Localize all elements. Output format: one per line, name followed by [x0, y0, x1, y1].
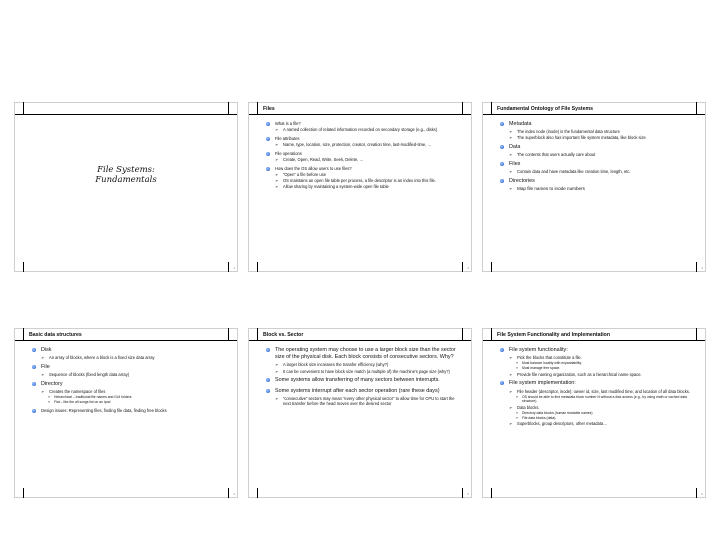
- bullet-icon: [500, 179, 504, 183]
- arrow-icon: ➢: [275, 157, 279, 163]
- bullet-icon: [266, 348, 270, 352]
- bullet: File ➢ Sequence of blocks (fixed length data array): [31, 364, 225, 377]
- bullet: Directory ➢ Creates the namespace of files » Heirarchical – traditional file names and GUI folders » Flat – like the all songs list on an ipod: [31, 381, 225, 405]
- slide-number: 2: [467, 266, 469, 270]
- arrow-icon: ➢: [509, 129, 513, 135]
- bullet-icon: [266, 389, 270, 393]
- arrow-icon: ➢: [509, 371, 513, 377]
- sub-bullet: ➢ The contents that users actually care about: [509, 152, 596, 158]
- bullet: File attributes ➢ Name, type, location, size, protection, creator, creation time, last-modified-time, …: [265, 136, 459, 147]
- bullet-icon: [500, 145, 504, 149]
- header-rule: [249, 114, 471, 115]
- bullet-icon: [266, 137, 270, 141]
- slide-content: [31, 347, 225, 417]
- sub-bullet: ➢ An array of blocks, where a block is a fixed size data array: [41, 355, 155, 361]
- sub-sub-bullet: » Directory data blocks (human readable names): [516, 411, 593, 416]
- sub-sub-bullet: » OS should be able to find metadata block number N without a disk access (e.g., by using math or cached data structure).: [516, 394, 687, 404]
- cover-line: File Systems:: [97, 165, 155, 175]
- bullet: How does the OS allow users to use files? ➢ “Open” a file before use ➢ OS maintains an open file table per process, a file descriptor is an index into this file. ➢ Allow sharing by maintaining a system-wide open file table: [265, 166, 459, 190]
- slide-content: [265, 121, 459, 193]
- sub-sub-bullet: » File data blocks (data).: [516, 415, 557, 420]
- arrow-icon: ➢: [275, 396, 279, 402]
- sub-bullet: ➢ Name, type, location, size, protection, creator, creation time, last-modified-time, …: [275, 142, 432, 148]
- arrow-icon: ➢: [41, 372, 45, 378]
- slide-number: 3: [701, 266, 703, 270]
- slide-1: [14, 102, 238, 272]
- sub-bullet: ➢ The index node (inode) is the fundamental data structure: [509, 129, 620, 135]
- header-rule: [15, 114, 237, 115]
- sub-bullet: ➢ The superblock also has important file system metadata, like block size: [509, 135, 646, 141]
- arrow-icon: ➢: [41, 355, 45, 361]
- sub-bullet: ➢ A larger block size increases the transfer efficiency (why?): [275, 362, 389, 368]
- slide-number: 5: [467, 492, 469, 496]
- arrow-icon: ➢: [509, 421, 513, 427]
- bullet-icon: [500, 381, 504, 385]
- sub-bullet: ➢ Sequence of blocks (fixed length data array): [41, 372, 130, 378]
- slide-content: [499, 347, 693, 430]
- slide-3: [482, 102, 706, 272]
- arrow-icon: ➢: [275, 368, 279, 374]
- arrow-icon: ➢: [509, 355, 513, 361]
- sub-sub-bullet: » Heirarchical – traditional file names and GUI folders: [48, 395, 132, 400]
- cover-line: Fundamentals: [95, 175, 157, 185]
- bullet-icon: [500, 162, 504, 166]
- sub-bullet: ➢ “consecutive” sectors may mean “every other physical sector” to allow time for CPU to start the next transfer before the head moves over the desired sector: [275, 396, 455, 407]
- sub-bullet: ➢ Pick the blocks that constitute a file.: [509, 355, 582, 361]
- slide-5: [248, 328, 472, 498]
- sub-bullet: ➢ Map file names to inode numbers: [509, 186, 585, 192]
- header-rule: [483, 114, 705, 115]
- slide-title: Block vs. Sector: [263, 332, 304, 338]
- sub-sub-bullet: » Must manage free space.: [516, 366, 561, 370]
- slide-number: 6: [701, 492, 703, 496]
- bullet: Some systems interrupt after each sector operation (rare these days) ➢ “consecutive” sectors may mean “every other physical sector” to allow time for CPU to start the next transfer before the head moves over the desired sector: [265, 388, 459, 407]
- arrow-icon: ➢: [275, 178, 279, 184]
- sub-bullet: ➢ Superblocks, group descriptors, other metadata…: [509, 421, 608, 427]
- bullet-icon: [32, 382, 36, 386]
- slide-title: Files: [263, 106, 275, 112]
- slide-title: File System Functionality and Implementation: [497, 332, 610, 338]
- slide-number: 1: [233, 266, 235, 270]
- sub-bullet: ➢ OS maintains an open file table per process, a file descriptor is an index into this file.: [275, 178, 436, 184]
- bullet: What is a file? ➢ A named collection of related information recorded on secondary storage (e.g., disks): [265, 121, 459, 132]
- sub-bullet: ➢ “Open” a file before use: [275, 171, 327, 177]
- arrow-icon: ➢: [509, 388, 513, 394]
- bullet: Data ➢ The contents that users actually care about: [499, 144, 693, 157]
- bullet-icon: [266, 122, 270, 126]
- bullet: The operating system may choose to use a larger block size than the sector size of the physical disk. Each block consists of consecutive sectors. Why? ➢ A larger block size increases the transfer efficiency (why?) ➢ It can be convenient to have block size match (a multiple of) the machine's page size (why?): [265, 347, 459, 374]
- slide-title: Basic data structures: [29, 332, 82, 338]
- bullet: Disk ➢ An array of blocks, where a block is a fixed size data array: [31, 347, 225, 360]
- slide-content: [265, 347, 459, 410]
- bullet-icon: [266, 378, 270, 382]
- arrow-icon: ➢: [509, 152, 513, 158]
- arrow-icon: ➢: [509, 169, 513, 175]
- sub-bullet: ➢ Contain data and have metadata like creation time, length, etc.: [509, 169, 631, 175]
- bullet-icon: [32, 365, 36, 369]
- bullet-icon: [500, 348, 504, 352]
- slide-content: [499, 121, 693, 196]
- bullet: Metadata ➢ The index node (inode) is the fundamental data structure ➢ The superblock also has important file system metadata, like block size: [499, 121, 693, 141]
- arrow-icon: ➢: [275, 184, 279, 190]
- bullet: Files ➢ Contain data and have metadata like creation time, length, etc.: [499, 161, 693, 174]
- header-rule: [483, 340, 705, 341]
- arrow-icon: ➢: [41, 389, 45, 395]
- sub-bullet: ➢ It can be convenient to have block size match (a multiple of) the machine's page size (why?): [275, 368, 450, 374]
- bullet-icon: [266, 167, 270, 171]
- arrow-icon: ➢: [275, 142, 279, 148]
- sub-bullet: ➢ A named collection of related information recorded on secondary storage (e.g., disks): [275, 127, 438, 133]
- sub-bullet: ➢ Creates the namespace of files: [41, 389, 106, 395]
- sub-sub-bullet: » Flat – like the all songs list on an ipod: [48, 399, 111, 404]
- arrow-icon: ➢: [509, 404, 513, 410]
- bullet: File operations ➢ Create, Open, Read, Write, Seek, Delete, …: [265, 151, 459, 162]
- bullet: Design issues: Representing files, finding file data, finding free blocks: [31, 408, 225, 413]
- slide-2: [248, 102, 472, 272]
- arrow-icon: ➢: [275, 362, 279, 368]
- bullet-icon: [32, 348, 36, 352]
- arrow-icon: ➢: [275, 171, 279, 177]
- sub-bullet: ➢ File header (descriptor, inode): owner id, size, last modified time, and location of all data blocks.: [509, 388, 690, 394]
- slide-6: [482, 328, 706, 498]
- bullet: Some systems allow transferring of many sectors between interrupts.: [265, 377, 459, 384]
- bullet: File system functionality: ➢ Pick the blocks that constitute a file. » Must balance locality with expandability. » Must manage free space. ➢ Provide file naming organization, such as a hierarchical name space.: [499, 347, 693, 377]
- slide-title: Fundamental Ontology of File Systems: [497, 106, 593, 112]
- arrow-icon: ➢: [509, 135, 513, 141]
- bullet-icon: [266, 152, 270, 156]
- bullet-icon: [32, 409, 36, 413]
- arrow-icon: ➢: [509, 186, 513, 192]
- bullet: File system implementation: ➢ File header (descriptor, inode): owner id, size, last modified time, and location of all data blocks. » OS should be able to find metadata block number N without a disk access (e.g., by using math or cached data structure). ➢ Data blocks. » Directory data blocks (human readable names) » File data blocks (data). ➢ Superblocks, group descriptors, other metadata…: [499, 380, 693, 426]
- bullet: Directories ➢ Map file names to inode numbers: [499, 178, 693, 192]
- header-rule: [249, 340, 471, 341]
- sub-bullet: ➢ Provide file naming organization, such as a hierarchical name space.: [509, 371, 642, 377]
- sub-bullet: ➢ Create, Open, Read, Write, Seek, Delete, …: [275, 157, 364, 163]
- sub-bullet: ➢ Allow sharing by maintaining a system-wide open file table: [275, 184, 389, 190]
- slide-number: 4: [233, 492, 235, 496]
- slide-4: [14, 328, 238, 498]
- sub-sub-bullet: » Must balance locality with expandability.: [516, 361, 582, 366]
- bullet-icon: [500, 122, 504, 126]
- arrow-icon: ➢: [275, 127, 279, 133]
- cover-title: [15, 165, 237, 185]
- sub-bullet: ➢ Data blocks.: [509, 404, 540, 410]
- header-rule: [15, 340, 237, 341]
